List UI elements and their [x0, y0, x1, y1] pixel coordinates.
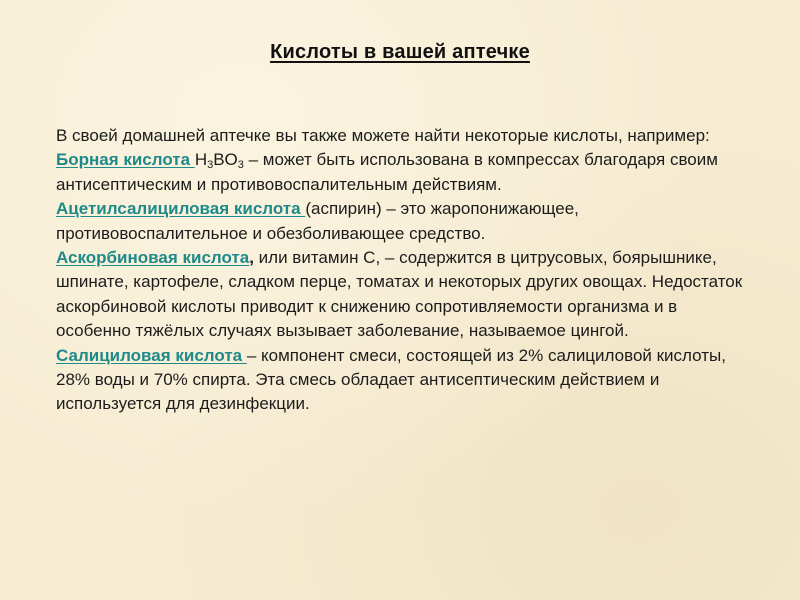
ascorbic-acid-description: или витамин С, – содержится в цитрусовых, боярышнике, шпинате, картофеле, сладком перце, томатах и некоторых других овощах. Недостаток аскорбиновой кислоты приводит к снижению сопротивляемости организма и в особенно тяжёлых случаях вызывает заболевание, называемое цингой.	[56, 248, 743, 341]
acetylsalicylic-acid-description: (аспирин) – это жаропонижающее, противовоспалительное и обезболивающее средство.	[56, 199, 579, 243]
intro-paragraph: В своей домашней аптечке вы также можете найти некоторые кислоты, например:	[56, 126, 710, 145]
item-salicylic-acid	[56, 344, 746, 417]
ascorbic-acid-link[interactable]: Аскорбиновая кислота	[56, 248, 250, 268]
salicylic-acid-link[interactable]: Салициловая кислота	[56, 345, 247, 365]
item-boric-acid	[56, 148, 746, 197]
acetylsalicylic-acid-link[interactable]: Ацетилсалициловая кислота	[56, 199, 306, 219]
item-acetylsalicylic-acid	[56, 197, 746, 246]
item-ascorbic-acid	[56, 246, 746, 344]
salicylic-acid-description: – компонент смеси, состоящей из 2% салициловой кислоты, 28% воды и 70% спирта. Эта смесь обладает антисептическим действием и используется для дезинфекции.	[56, 345, 726, 414]
slide-title: Кислоты в вашей аптечке	[270, 41, 530, 63]
boric-acid-formula: $H_3BO_3$	[194, 150, 244, 172]
slide-content	[56, 124, 746, 417]
ascorbic-acid-comma: ,	[249, 248, 254, 268]
boric-acid-description: – может быть использована в компрессах благодаря своим антисептическим и противовоспалительным действиям.	[56, 150, 718, 194]
boric-acid-link[interactable]: Борная кислота	[56, 150, 195, 170]
